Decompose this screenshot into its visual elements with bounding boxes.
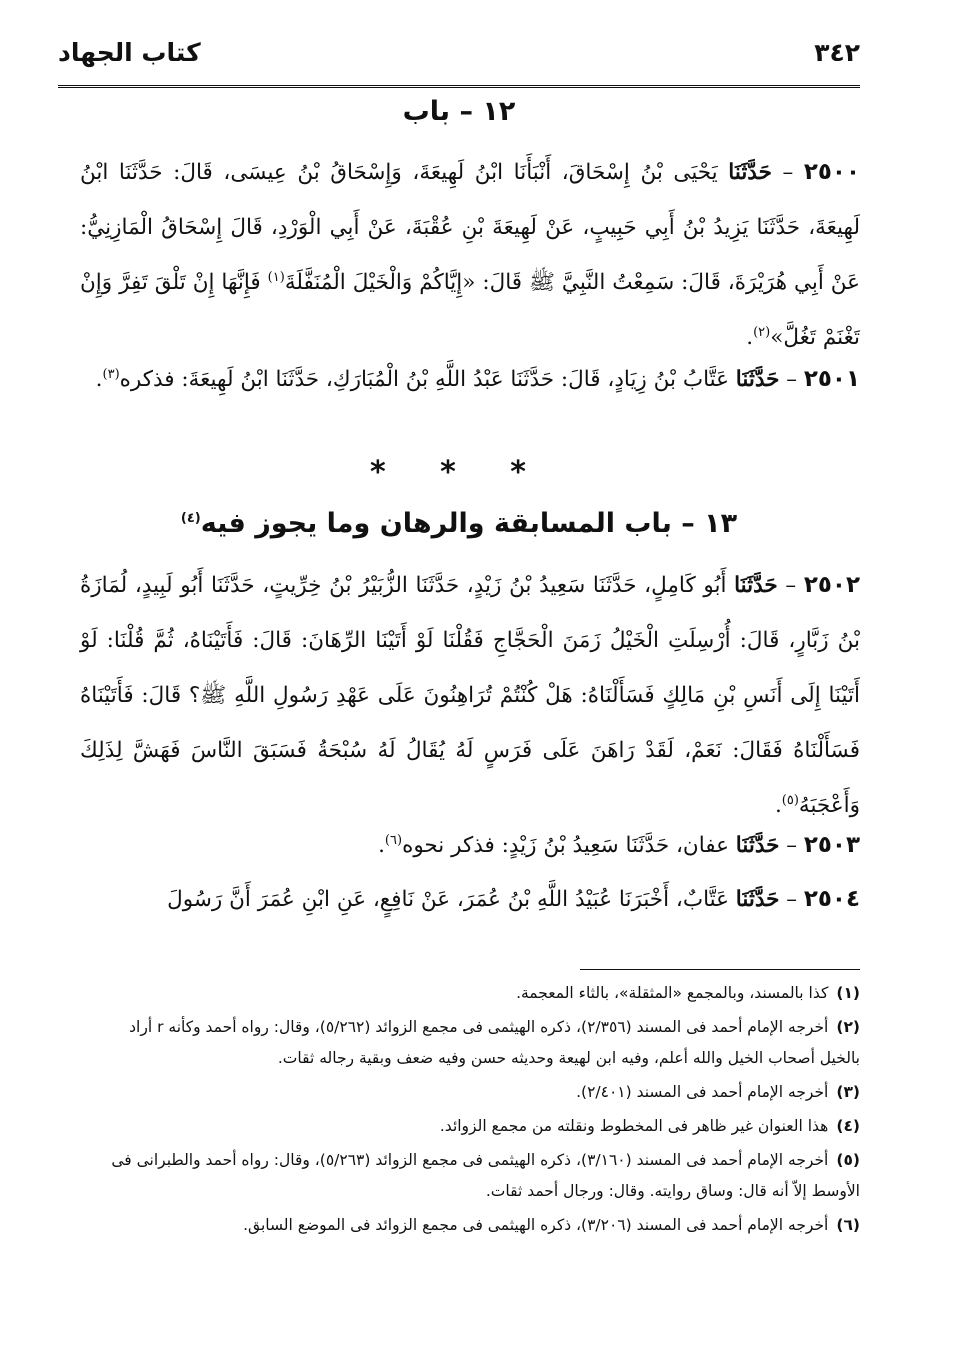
footnote-text: أخرجه الإمام أحمد فى المسند (٣/٢٠٦)، ذكره الهيثمى فى مجمع الزوائد فى الموضع السابق. [243,1216,829,1234]
hadith-2504: ٢٥٠٤ – حَدَّثَنَا عَتَّابٌ، أَخْبَرَنَا عُبَيْدُ اللَّهِ بْنُ عُمَرَ، عَنْ نَافِعٍ، عَنِ ابْنِ عُمَرَ أَنَّ رَسُولَ [167,886,860,912]
chapter-heading-13 [58,508,860,539]
hadith-text: عَتَّابٌ، أَخْبَرَنَا عُبَيْدُ اللَّهِ بْنُ عُمَرَ، عَنْ نَافِعٍ، عَنِ ابْنِ عُمَرَ أَنَّ رَسُولَ [167,887,729,912]
footnote-text: أخرجه الإمام أحمد فى المسند (٣/١٦٠)، ذكره الهيثمى فى مجمع الزوائد (٥/٢٦٣)، وقال: رواه أحمد والطبرانى فى الأوسط إلاّ أنه قال: وساق روايته. وقال: ورجال أحمد ثقات. [111,1151,860,1200]
hadith-lead: حَدَّثَنَا [735,887,780,912]
hadith-lead: حَدَّثَنَا [735,833,780,858]
hadith-2501: ٢٥٠١ – حَدَّثَنَا عَتَّابُ بْنُ زِيَادٍ، قَالَ: حَدَّثَنَا عَبْدُ اللَّهِ بْنُ الْمُبَارَكِ، حَدَّثَنَا ابْنُ لَهِيعَةَ: فذكره$^{(٣)}$. [95,366,860,392]
hadith-number: ٢٥٠٢ [803,572,860,598]
running-header [58,30,860,88]
footnote-text: أخرجه الإمام أحمد فى المسند (٢/٣٥٦)، ذكره الهيثمى فى مجمع الزوائد (٥/٢٦٢)، وقال: رواه أحمد وكأنه r أراد بالخيل أصحاب الخيل والله أعلم، وفيه ابن لهيعة وحديثه حسن وفيه ضعف وبقية رجاله ثقات. [129,1018,860,1067]
footnote-number: (٤) [836,1117,860,1135]
hadith-end: . [95,367,103,392]
footnote-ref: (٤) [180,511,201,526]
hadith-lead: حَدَّثَنَا [734,573,778,598]
hadith-number: ٢٥٠١ [803,366,860,392]
footnote-number: (٣) [836,1083,860,1101]
footnote-1 [90,978,860,1009]
hadith-2503: ٢٥٠٣ – حَدَّثَنَا عفان، حَدَّثَنَا سَعِيدُ بْنُ زَيْدٍ: فذكر نحوه$^{(٦)}$. [378,832,860,858]
chapter-title: ١٢ – باب [402,96,516,127]
page-number: ٣٤٢ [814,38,860,67]
hadith-end: . [378,833,385,858]
footnote-text: كذا بالمسند، وبالمجمع «المثقلة»، بالثاء المعجمة. [516,984,829,1002]
footnote-number: (٢) [836,1018,860,1036]
footnote-ref: (١) [267,269,285,285]
footnote-separator [580,969,860,970]
footnote-2 [90,1012,860,1074]
chapter-heading-12 [58,96,860,127]
footnote-ref: (٢) [753,324,771,340]
hadith-text: فَإِنَّهَا إِنْ تَلْقَ تَفِرَّ وَإِنْ تَغْنَمْ تَغُلَّ» [80,270,860,350]
hadith-end: . [774,793,782,818]
hadith-text: عَتَّابُ بْنُ زِيَادٍ، قَالَ: حَدَّثَنَا عَبْدُ اللَّهِ بْنُ الْمُبَارَكِ، حَدَّثَنَا ابْنُ لَهِيعَةَ: فذكره [119,367,729,392]
hadith-text: عفان، حَدَّثَنَا سَعِيدُ بْنُ زَيْدٍ: فذكر نحوه [402,833,729,858]
section-divider: * * * [370,455,548,490]
chapter-title: ١٣ – باب المسابقة والرهان وما يجوز فيه [200,508,738,539]
hadith-number: ٢٥٠٤ [803,886,860,912]
footnote-number: (٦) [836,1216,860,1234]
header-rule [58,81,860,88]
hadith-2500: ٢٥٠٠ – حَدَّثَنَا يَحْيَى بْنُ إِسْحَاقَ، أَنْبَأَنَا ابْنُ لَهِيعَةَ، وَإِسْحَاقُ بْنُ عِيسَى، قَالَ: حَدَّثَنَا ابْنُ لَهِيعَةَ، حَدَّثَنَا يَزِيدُ بْنُ أَبِي حَبِيبٍ، عَنْ لَهِيعَةَ بْنِ عُقْبَةَ، عَنْ أَبِي الْوَرْدِ، قَالَ إِسْحَاقُ الْمَازِنِيُّ: عَنْ أَبِي هُرَيْرَةَ، قَالَ: سَمِعْتُ النَّبِيَّ ﷺ قَالَ: «إِيَّاكُمْ وَالْخَيْلَ الْمُنَفَّلَةَ$^{(١)}$ فَإِنَّهَا إِنْ تَلْقَ تَفِرَّ وَإِنْ تَغْنَمْ تَغُلَّ»$^{(٢)}$. [80,159,861,350]
hadith-lead: حَدَّثَنَا [728,160,772,185]
footnote-ref: (٣) [102,366,120,382]
footnote-6 [90,1210,860,1241]
hadith-2502: ٢٥٠٢ – حَدَّثَنَا أَبُو كَامِلٍ، حَدَّثَنَا سَعِيدُ بْنُ زَيْدٍ، حَدَّثَنَا الزُّبَيْرُ بْنُ خِرِّيتٍ، حَدَّثَنَا أَبُو لَبِيدٍ، لُمَازَةُ بْنُ زَبَّارٍ، قَالَ: أُرْسِلَتِ الْخَيْلُ زَمَنَ الْحَجَّاجِ فَقُلْنَا لَوْ أَتَيْنَا الرِّهَانَ: قَالَ: فَأَتَيْنَاهُ، ثُمَّ قُلْنَا: لَوْ أَتَيْنَا إِلَى أَنَسِ بْنِ مَالِكٍ فَسَأَلْنَاهُ: هَلْ كُنْتُمْ تُرَاهِنُونَ عَلَى عَهْدِ رَسُولِ اللَّهِ ﷺ؟ قَالَ: فَأَتَيْنَاهُ فَسَأَلْنَاهُ فَقَالَ: نَعَمْ، لَقَدْ رَاهَنَ عَلَى فَرَسٍ لَهُ يُقَالُ لَهُ سُبْحَةُ فَسَبَقَ النَّاسَ فَهَشَّ لِذَلِكَ وَأَعْجَبَهُ$^{(٥)}$. [80,572,860,818]
footnote-3 [90,1077,860,1108]
hadith-number: ٢٥٠٠ [803,159,861,185]
footnote-text: أخرجه الإمام أحمد فى المسند (٢/٤٠١). [576,1083,829,1101]
book-title: كتاب الجهاد [58,38,201,67]
hadith-text: يَحْيَى بْنُ إِسْحَاقَ، أَنْبَأَنَا ابْنُ لَهِيعَةَ، وَإِسْحَاقُ بْنُ عِيسَى، قَالَ: حَدَّثَنَا ابْنُ لَهِيعَةَ، حَدَّثَنَا يَزِيدُ بْنُ أَبِي حَبِيبٍ، عَنْ لَهِيعَةَ بْنِ عُقْبَةَ، عَنْ أَبِي الْوَرْدِ، قَالَ إِسْحَاقُ الْمَازِنِيُّ: عَنْ أَبِي هُرَيْرَةَ، قَالَ: سَمِعْتُ النَّبِيَّ ﷺ قَالَ: «إِيَّاكُمْ وَالْخَيْلَ الْمُنَفَّلَةَ [80,160,860,295]
footnote-number: (١) [836,984,860,1002]
footnote-ref: (٥) [781,792,799,808]
footnote-ref: (٦) [384,832,403,848]
hadith-number: ٢٥٠٣ [803,832,860,858]
hadith-text: أَبُو كَامِلٍ، حَدَّثَنَا سَعِيدُ بْنُ زَيْدٍ، حَدَّثَنَا الزُّبَيْرُ بْنُ خِرِّيتٍ، حَدَّثَنَا أَبُو لَبِيدٍ، لُمَازَةُ بْنُ زَبَّارٍ، قَالَ: أُرْسِلَتِ الْخَيْلُ زَمَنَ الْحَجَّاجِ فَقُلْنَا لَوْ أَتَيْنَا الرِّهَانَ: قَالَ: فَأَتَيْنَاهُ، ثُمَّ قُلْنَا: لَوْ أَتَيْنَا إِلَى أَنَسِ بْنِ مَالِكٍ فَسَأَلْنَاهُ: هَلْ كُنْتُمْ تُرَاهِنُونَ عَلَى عَهْدِ رَسُولِ اللَّهِ ﷺ؟ قَالَ: فَأَتَيْنَاهُ فَسَأَلْنَاهُ فَقَالَ: نَعَمْ، لَقَدْ رَاهَنَ عَلَى فَرَسٍ لَهُ يُقَالُ لَهُ سُبْحَةُ فَسَبَقَ النَّاسَ فَهَشَّ لِذَلِكَ وَأَعْجَبَهُ [80,573,860,818]
footnote-number: (٥) [836,1151,860,1169]
footnote-text: هذا العنوان غير ظاهر فى المخطوط ونقلته من مجمع الزوائد. [439,1117,829,1135]
hadith-end: . [746,325,754,350]
footnote-5 [90,1145,860,1207]
hadith-lead: حَدَّثَنَا [735,367,780,392]
footnotes [90,978,860,1244]
footnote-4 [90,1111,860,1142]
